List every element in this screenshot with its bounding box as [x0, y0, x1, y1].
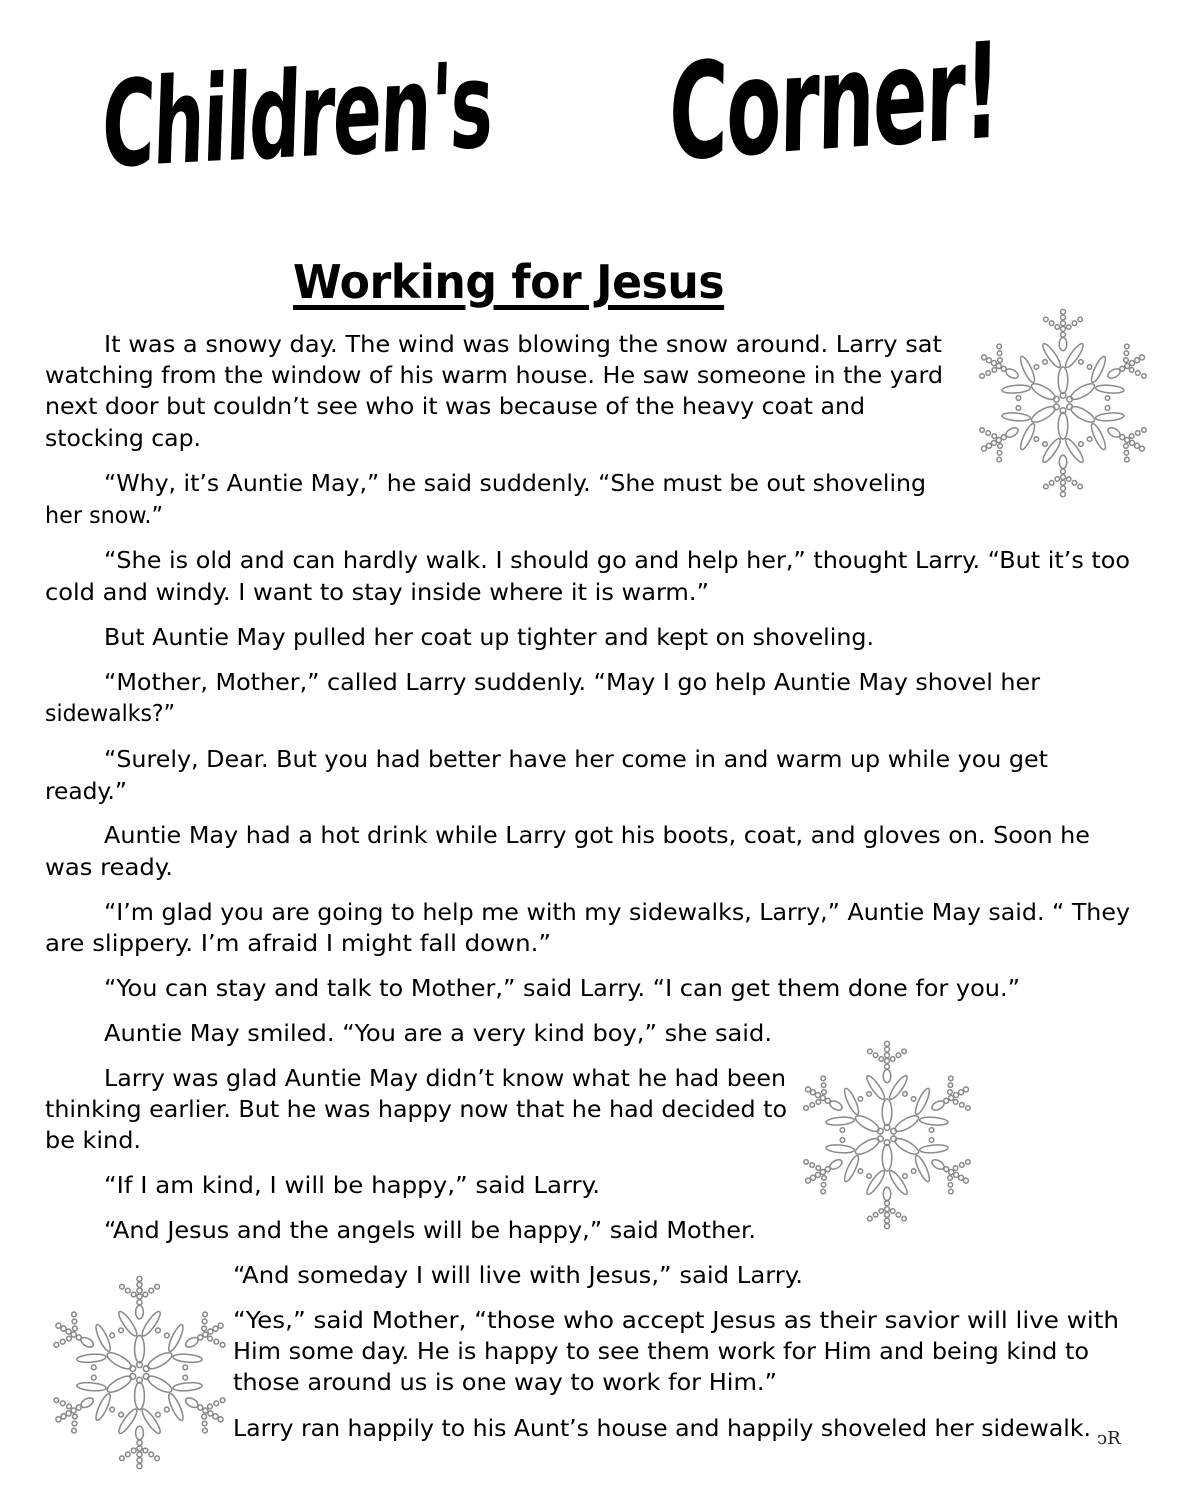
article-line: “She is old and can hardly walk. I should go and help her,” thought Larry. “But it’s too: [104, 548, 1130, 574]
article-line: stocking cap.: [45, 426, 201, 452]
article-line: Larry was glad Auntie May didn’t know what he had been: [104, 1066, 786, 1092]
article-line: “I’m glad you are going to help me with my sidewalks, Larry,” Auntie May said. “ They: [104, 900, 1130, 926]
article-line: “Surely, Dear. But you had better have her come in and warm up while you get: [104, 747, 1048, 773]
article-line: be kind.: [45, 1128, 141, 1154]
article-line: “Yes,” said Mother, “those who accept Jesus as their savior will live with: [233, 1308, 1119, 1334]
end-mark-icon: ↄR: [1097, 1428, 1121, 1449]
article-line: “If I am kind, I will be happy,” said Larry.: [104, 1173, 600, 1199]
article-line: Larry ran happily to his Aunt’s house and happily shoveled her sidewalk.: [233, 1416, 1091, 1442]
article-line: are slippery. I’m afraid I might fall down.”: [45, 931, 551, 957]
article-line: “Why, it’s Auntie May,” he said suddenly. “She must be out shoveling: [104, 471, 926, 497]
article-line: thinking earlier. But he was happy now that he had decided to: [45, 1097, 787, 1123]
article-line: sidewalks?”: [45, 701, 175, 727]
article-line: watching from the window of his warm house. He saw someone in the yard: [45, 363, 943, 389]
article-line: Auntie May had a hot drink while Larry got his boots, coat, and gloves on. Soon he: [104, 823, 1090, 849]
article-line: “And Jesus and the angels will be happy,” said Mother.: [104, 1218, 756, 1244]
snowflake-icon: [968, 308, 1158, 502]
article-line: “You can stay and talk to Mother,” said Larry. “I can get them done for you.”: [104, 976, 1020, 1002]
article-line: Auntie May smiled. “You are a very kind boy,” she said.: [104, 1021, 772, 1047]
article-line: next door but couldn’t see who it was because of the heavy coat and: [45, 394, 865, 420]
article-line: “Mother, Mother,” called Larry suddenly. “May I go help Auntie May shovel her: [104, 670, 1040, 696]
article-title: Working for Jesus: [293, 255, 725, 309]
article-line: those around us is one way to work for Him.”: [233, 1370, 777, 1396]
banner-word-childrens: Children's: [100, 35, 495, 195]
article-line: But Auntie May pulled her coat up tighter and kept on shoveling.: [104, 625, 875, 651]
snowflake-icon: [792, 1040, 982, 1234]
article-line: It was a snowy day. The wind was blowing the snow around. Larry sat: [104, 332, 942, 358]
article-line: cold and windy. I want to stay inside where it is warm.”: [45, 580, 709, 606]
article-line: was ready.: [45, 855, 173, 881]
snowflake-icon: [42, 1275, 237, 1474]
article-line: her snow.”: [45, 503, 163, 529]
article-line: Him some day. He is happy to see them work for Him and being kind to: [233, 1339, 1089, 1365]
article-line: ready.”: [45, 779, 127, 805]
banner-word-corner: Corner!: [668, 14, 1000, 193]
article-line: “And someday I will live with Jesus,” said Larry.: [233, 1263, 803, 1289]
